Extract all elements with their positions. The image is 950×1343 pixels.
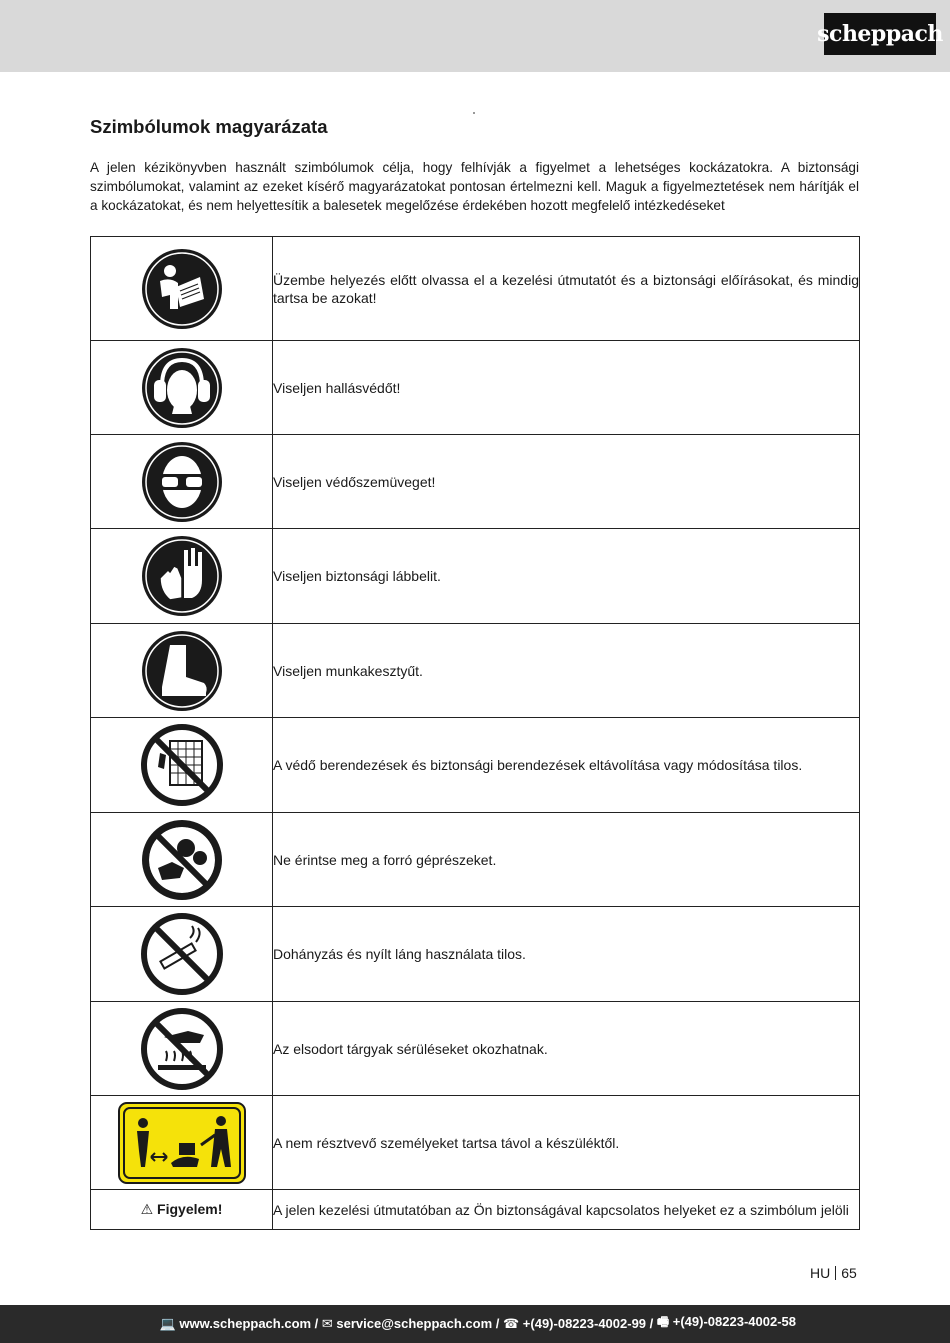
scheppach-logo: scheppach — [824, 13, 936, 55]
table-row — [91, 1190, 860, 1230]
footer-phone: ☎ +(49)-08223-4002-99 / — [503, 1316, 657, 1331]
table-row — [91, 1096, 860, 1190]
row-text: A nem résztvevő személyeket tartsa távol a készüléktől. — [273, 1096, 860, 1190]
page-language: HU — [810, 1265, 831, 1281]
table-row — [91, 907, 860, 1002]
row-text: Az elsodort tárgyak sérüléseket okozhatnak. — [273, 1002, 860, 1096]
page-number — [810, 1265, 857, 1281]
table-row — [91, 624, 860, 718]
row-text: Dohányzás és nyílt láng használata tilos. — [273, 907, 860, 1002]
footer-website: 💻 www.scheppach.com / — [159, 1316, 322, 1331]
safety-boot-icon — [140, 629, 224, 713]
keep-distance-warning-icon — [117, 1101, 247, 1185]
gloves-icon — [140, 534, 224, 618]
table-row — [91, 813, 860, 907]
safety-goggles-icon — [140, 440, 224, 524]
table-row — [91, 341, 860, 435]
row-text: A jelen kezelési útmutatóban az Ön biztonságával kapcsolatos helyeket ez a szimbólum jelöli — [273, 1190, 860, 1230]
table-row — [91, 529, 860, 624]
no-guard-removal-icon — [140, 723, 224, 807]
ear-protection-icon — [140, 346, 224, 430]
row-text: Ne érintse meg a forró géprészeket. — [273, 813, 860, 907]
warning-label: ⚠ Figyelem! — [91, 1190, 273, 1230]
table-row — [91, 718, 860, 813]
intro-paragraph: A jelen kézikönyvben használt szimbólumok célja, hogy felhívják a figyelmet a lehetséges kockázatokra. A biztonsági szimbólumokat, valamint az ezeket kísérő magyarázatokat pontosan értelmezni kell. Maguk a figyelmeztetések nem hárítják el a kockázatokat, és nem helyettesítik a balesetek megelőzése érdekében hozott megfelelő intézkedéseket — [90, 160, 859, 213]
page-number-value: 65 — [841, 1265, 857, 1281]
row-text: Viseljen munkakesztyűt. — [273, 624, 860, 718]
row-text: A védő berendezések és biztonsági berendezések eltávolítása vagy módosítása tilos. — [273, 718, 860, 813]
row-text: Viseljen hallásvédőt! — [273, 341, 860, 435]
row-text: Viseljen védőszemüveget! — [273, 435, 860, 529]
no-smoking-icon — [140, 912, 224, 996]
header-bar — [0, 0, 950, 72]
read-manual-icon — [140, 247, 224, 331]
stray-mark — [473, 112, 475, 114]
footer-bar — [0, 1305, 950, 1343]
footer-email: ✉ service@scheppach.com / — [321, 1316, 503, 1331]
no-touch-hot-parts-icon — [140, 818, 224, 902]
page-title: Szimbólumok magyarázata — [90, 116, 328, 137]
row-text: Viseljen biztonsági lábbelit. — [273, 529, 860, 624]
table-row — [91, 435, 860, 529]
footer-fax: 🖷 +(49)-08223-4002-58 — [656, 1314, 796, 1329]
page-separator — [835, 1266, 836, 1280]
symbols-table — [90, 236, 860, 1230]
no-touch-hot-surface-icon — [140, 1007, 224, 1091]
row-text: Üzembe helyezés előtt olvassa el a kezelési útmutatót és a biztonsági előírásokat, és mindig tartsa be azokat! — [273, 237, 860, 341]
table-row — [91, 1002, 860, 1096]
table-row — [91, 237, 860, 341]
